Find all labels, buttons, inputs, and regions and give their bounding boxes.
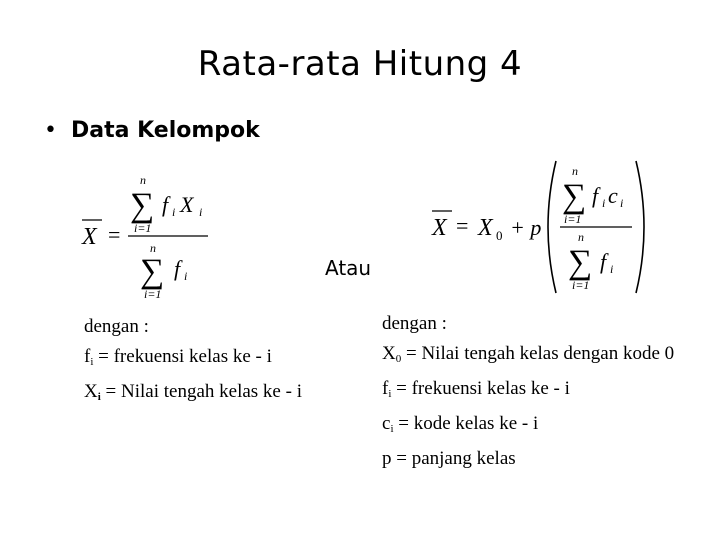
x0-sub: 0 — [496, 228, 503, 243]
def-line-p: p = panjang kelas — [382, 448, 516, 469]
def-text: = frekuensi kelas ke - i — [93, 346, 272, 367]
num-sum-upper: n — [140, 173, 146, 187]
def-line-ci: $c_i$ = kode kelas ke - i — [382, 413, 539, 435]
plus-p: + p — [510, 215, 542, 240]
formula-mean-grouped — [78, 170, 298, 320]
def-line-xi: $X_i$ = Nilai tengah kelas ke - i — [84, 381, 302, 403]
right-paren — [636, 161, 644, 293]
def-var: f — [84, 346, 91, 367]
num-f: f — [592, 183, 599, 208]
def-text: = Nilai tengah kelas dengan kode 0 — [401, 343, 675, 364]
lhs-x: X — [82, 224, 97, 250]
den-f-sub: i — [184, 269, 188, 283]
den-f: f — [600, 249, 607, 274]
formula-mean-coding — [428, 155, 718, 300]
def-line-fi: $f_i$ = frekuensi kelas ke - i — [382, 378, 570, 400]
def-var: X — [382, 343, 396, 364]
den-sigma-icon: ∑ — [140, 253, 165, 290]
defs-heading: dengan : — [84, 316, 149, 337]
num-x-sub: i — [199, 205, 203, 219]
left-paren — [548, 161, 556, 293]
def-text: = frekuensi kelas ke - i — [391, 378, 570, 399]
den-sum-lower: i=1 — [144, 287, 162, 301]
den-f-sub: i — [610, 262, 614, 276]
atau-label: Atau — [325, 256, 372, 280]
num-sigma-icon: ∑ — [130, 187, 155, 224]
num-sum-upper: n — [572, 164, 578, 178]
num-c: c — [608, 183, 618, 208]
def-sub: 0 — [395, 353, 402, 365]
def-text: = kode kelas ke - i — [393, 413, 539, 434]
slide-title: Rata-rata Hitung 4 — [197, 44, 523, 84]
equals-sign: = — [456, 213, 469, 238]
def-line-x0 — [382, 339, 674, 374]
def-var: X — [84, 381, 98, 402]
x0: X — [478, 215, 493, 241]
den-f: f — [174, 256, 181, 281]
defs-heading: dengan : — [382, 313, 447, 334]
lhs-x: X — [432, 215, 447, 241]
den-sum-lower: i=1 — [572, 278, 590, 292]
def-line-fi: $f_i$ = frekuensi kelas ke - i — [84, 346, 272, 368]
bullet-text: Data Kelompok — [70, 118, 260, 143]
num-f-sub: i — [172, 205, 176, 219]
num-sum-lower: i=1 — [134, 221, 152, 235]
den-sum-upper: n — [150, 241, 156, 255]
den-sum-upper: n — [578, 230, 584, 244]
definitions-left — [84, 312, 302, 412]
num-sum-lower: i=1 — [564, 212, 582, 226]
num-sigma-icon: ∑ — [562, 178, 587, 215]
def-text: = Nilai tengah kelas ke - i — [100, 381, 302, 402]
bullet-item — [44, 118, 260, 143]
num-x: X — [180, 192, 194, 217]
lhs-equals: = — [108, 222, 121, 247]
den-sigma-icon: ∑ — [568, 244, 593, 281]
def-var: c — [382, 413, 391, 434]
bullet-dot: • — [44, 118, 57, 143]
num-f: f — [162, 192, 169, 217]
definitions-right — [382, 309, 674, 474]
num-f-sub: i — [602, 196, 606, 210]
def-var: f — [382, 378, 389, 399]
num-c-sub: i — [620, 196, 624, 210]
